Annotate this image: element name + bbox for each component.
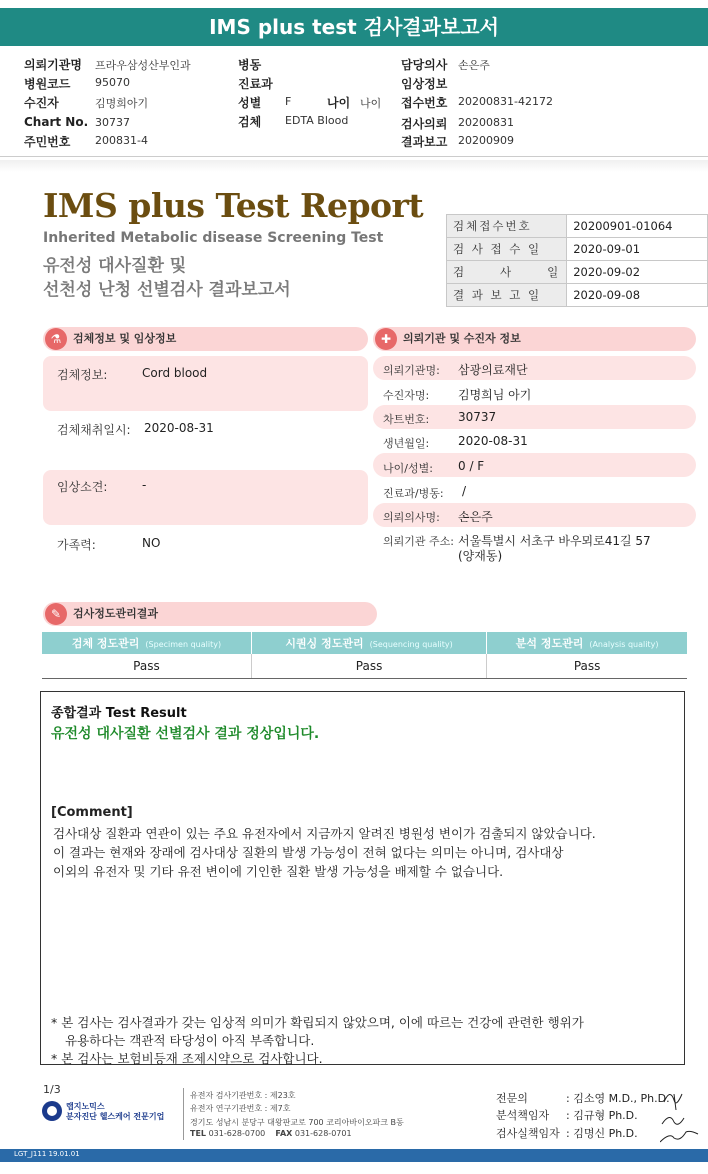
flask-icon: ⚗ (45, 328, 67, 350)
header-value: 20200909 (458, 134, 514, 147)
qc-result: Pass (42, 654, 251, 678)
table-row (42, 654, 687, 678)
patient-label: 차트번호: (383, 413, 430, 426)
footer-license-2: 유전자 연구기관번호 : 제7호 (190, 1104, 291, 1113)
signer-role: 검사실책임자 (496, 1127, 560, 1140)
header-divider (0, 156, 708, 157)
header-label: 담당의사 (401, 58, 448, 72)
patient-label: 나이/성별: (383, 462, 433, 475)
header-value: 200831-4 (95, 134, 148, 147)
meta-key: 검 사 접 수 일 (447, 238, 567, 261)
header-label: 임상정보 (401, 77, 448, 91)
header-value: 프라우삼성산부인과 (95, 59, 191, 72)
footer-contact: TEL 031-628-0700 FAX 031-628-0701 (190, 1129, 352, 1138)
signer-name: : 김소영 M.D., Ph.D. (566, 1092, 670, 1105)
clinical-findings-value: - (142, 478, 147, 492)
patient-value: 삼광의료재단 (458, 363, 528, 377)
footer-divider (183, 1088, 184, 1140)
collection-date-value: 2020-08-31 (144, 421, 214, 435)
meta-value: 2020-09-08 (567, 284, 708, 307)
header-value: 김명희아기 (95, 97, 149, 110)
meta-key: 검체접수번호 (447, 215, 567, 238)
header-label: 의뢰기관명 (24, 58, 82, 72)
patient-value: 0 / F (458, 459, 485, 473)
specimen-type-label: 검체정보: (57, 368, 108, 382)
address-label: 의뢰기관 주소: (383, 535, 454, 548)
footer-license-1: 유전자 검사기관번호 : 제23호 (190, 1091, 296, 1100)
signer-role: 전문의 (496, 1092, 528, 1105)
report-subtitle: Inherited Metabolic disease Screening Test (43, 230, 384, 246)
header-value: 95070 (95, 76, 130, 89)
patient-section-title: 의뢰기관 및 수진자 정보 (403, 332, 521, 345)
family-history-value: NO (142, 536, 161, 550)
meta-key: 결 과 보 고 일 (447, 284, 567, 307)
meta-value: 2020-09-01 (567, 238, 708, 261)
header-label: Chart No. (24, 115, 89, 129)
patient-value: 김명희님 아기 (458, 388, 532, 402)
qc-section-header (43, 602, 377, 626)
header-label: 수진자 (24, 96, 59, 110)
comment-heading: [Comment] (51, 805, 133, 820)
header-value: 손은주 (458, 59, 490, 72)
patient-section-header (373, 327, 696, 351)
clipboard-icon: ✎ (45, 603, 67, 625)
report-korean-title-1: 유전성 대사질환 및 (43, 256, 187, 276)
note-line: * 본 검사는 보험비등재 조제시약으로 검사합니다. (51, 1051, 323, 1066)
header-label: 병동 (238, 58, 262, 72)
table-row (447, 261, 708, 284)
header-label: 진료과 (238, 77, 273, 91)
comment-line: 이외의 유전자 및 기타 유전 변이에 기인한 질환 발생 가능성을 배제할 수 없습니다. (53, 864, 504, 879)
qc-column-header: 검체 정도관리 (Specimen quality) (42, 632, 251, 654)
qc-column-header: 시퀀싱 정도관리 (Sequencing quality) (251, 632, 486, 654)
header-label: 검체 (238, 115, 262, 129)
header-value: 30737 (95, 116, 130, 129)
patient-label: 수진자명: (383, 389, 430, 402)
test-result-summary: 유전성 대사질환 선별검사 결과 정상입니다. (51, 726, 320, 742)
header-label: 접수번호 (401, 96, 448, 110)
test-result-box (40, 691, 685, 1065)
note-line: * 본 검사는 검사결과가 갖는 임상적 의미가 확립되지 않았으며, 이에 따르는 건강에 관련한 행위가 (51, 1015, 584, 1030)
header-label: 결과보고 (401, 135, 448, 149)
header-label: 성별 (238, 96, 262, 110)
qc-column-header: 분석 정도관리 (Analysis quality) (487, 632, 687, 654)
table-row (447, 284, 708, 307)
specimen-section-title: 검체정보 및 임상정보 (73, 332, 177, 345)
patient-label: 의뢰기관명: (383, 364, 440, 377)
header-label: 나이 (327, 96, 351, 110)
meta-value: 20200901-01064 (567, 215, 708, 238)
comment-line: 검사대상 질환과 연관이 있는 주요 유전자에서 지금까지 알려진 병원성 변이가 검출되지 않았습니다. (53, 826, 596, 841)
company-tagline: 분자진단 헬스케어 전문기업 (66, 1112, 165, 1121)
patient-label: 의뢰의사명: (383, 511, 440, 524)
company-name: 랩지노믹스 (66, 1102, 105, 1111)
specimen-type-box (43, 356, 368, 411)
address-line-1: 서울특별시 서초구 바우뫼로41길 57 (458, 534, 651, 548)
patient-value: 2020-08-31 (458, 434, 528, 448)
address-line-2: (양재동) (458, 549, 503, 563)
patient-value: / (462, 484, 467, 498)
footer-address: 경기도 성남시 분당구 대왕판교로 700 코리아바이오파크 B동 (190, 1118, 404, 1127)
signer-name: : 김명신 Ph.D. (566, 1127, 638, 1140)
bottom-bar (0, 1149, 708, 1162)
comment-line: 이 결과는 현재와 장래에 검사대상 질환의 발생 가능성이 전혀 없다는 의미는 아니며, 검사대상 (53, 845, 564, 860)
clinical-findings-label: 임상소견: (57, 480, 108, 494)
qc-result: Pass (251, 654, 486, 678)
qc-table (42, 632, 687, 679)
document-code: LGT_J111 19.01.01 (14, 1150, 80, 1158)
meta-value: 2020-09-02 (567, 261, 708, 284)
header-value: 20200831-42172 (458, 95, 553, 108)
patient-value: 30737 (458, 410, 497, 424)
report-korean-title-2: 선천성 난청 선별검사 결과보고서 (43, 280, 291, 300)
header-label: 병원코드 (24, 77, 71, 91)
patient-label: 진료과/병동: (383, 487, 444, 500)
table-row (447, 215, 708, 238)
company-logo (42, 1101, 62, 1121)
family-history-label: 가족력: (57, 538, 96, 552)
specimen-type-value: Cord blood (142, 366, 208, 380)
signer-name: : 김규형 Ph.D. (566, 1109, 638, 1122)
header-value: EDTA Blood (285, 114, 349, 127)
page-number: 1/3 (43, 1083, 61, 1096)
header-label: 검사의뢰 (401, 117, 448, 131)
patient-label: 생년월일: (383, 437, 430, 450)
meta-key: 검 사 일 (447, 261, 567, 284)
report-title: IMS plus Test Report (43, 186, 424, 225)
signature-marks (660, 1084, 700, 1146)
header-value: 20200831 (458, 116, 514, 129)
collection-date-label: 검체채취일시: (57, 423, 131, 437)
report-banner-title: IMS plus test 검사결과보고서 (0, 8, 708, 46)
qc-result: Pass (487, 654, 687, 678)
test-result-title: 종합결과 Test Result (51, 706, 187, 721)
signer-role: 분석책임자 (496, 1109, 550, 1122)
qc-section-title: 검사정도관리결과 (73, 607, 159, 620)
page-shadow (0, 160, 708, 172)
report-meta-table (446, 214, 708, 307)
header-value: F (285, 95, 292, 108)
header-value: 나이 (360, 97, 382, 110)
note-line: 유용하다는 객관적 타당성이 아직 부족합니다. (65, 1033, 315, 1048)
specimen-section-header (43, 327, 368, 351)
table-row (42, 632, 687, 654)
table-row (447, 238, 708, 261)
header-label: 주민번호 (24, 135, 71, 149)
patient-value: 손은주 (458, 510, 493, 524)
hospital-icon: ✚ (375, 328, 397, 350)
